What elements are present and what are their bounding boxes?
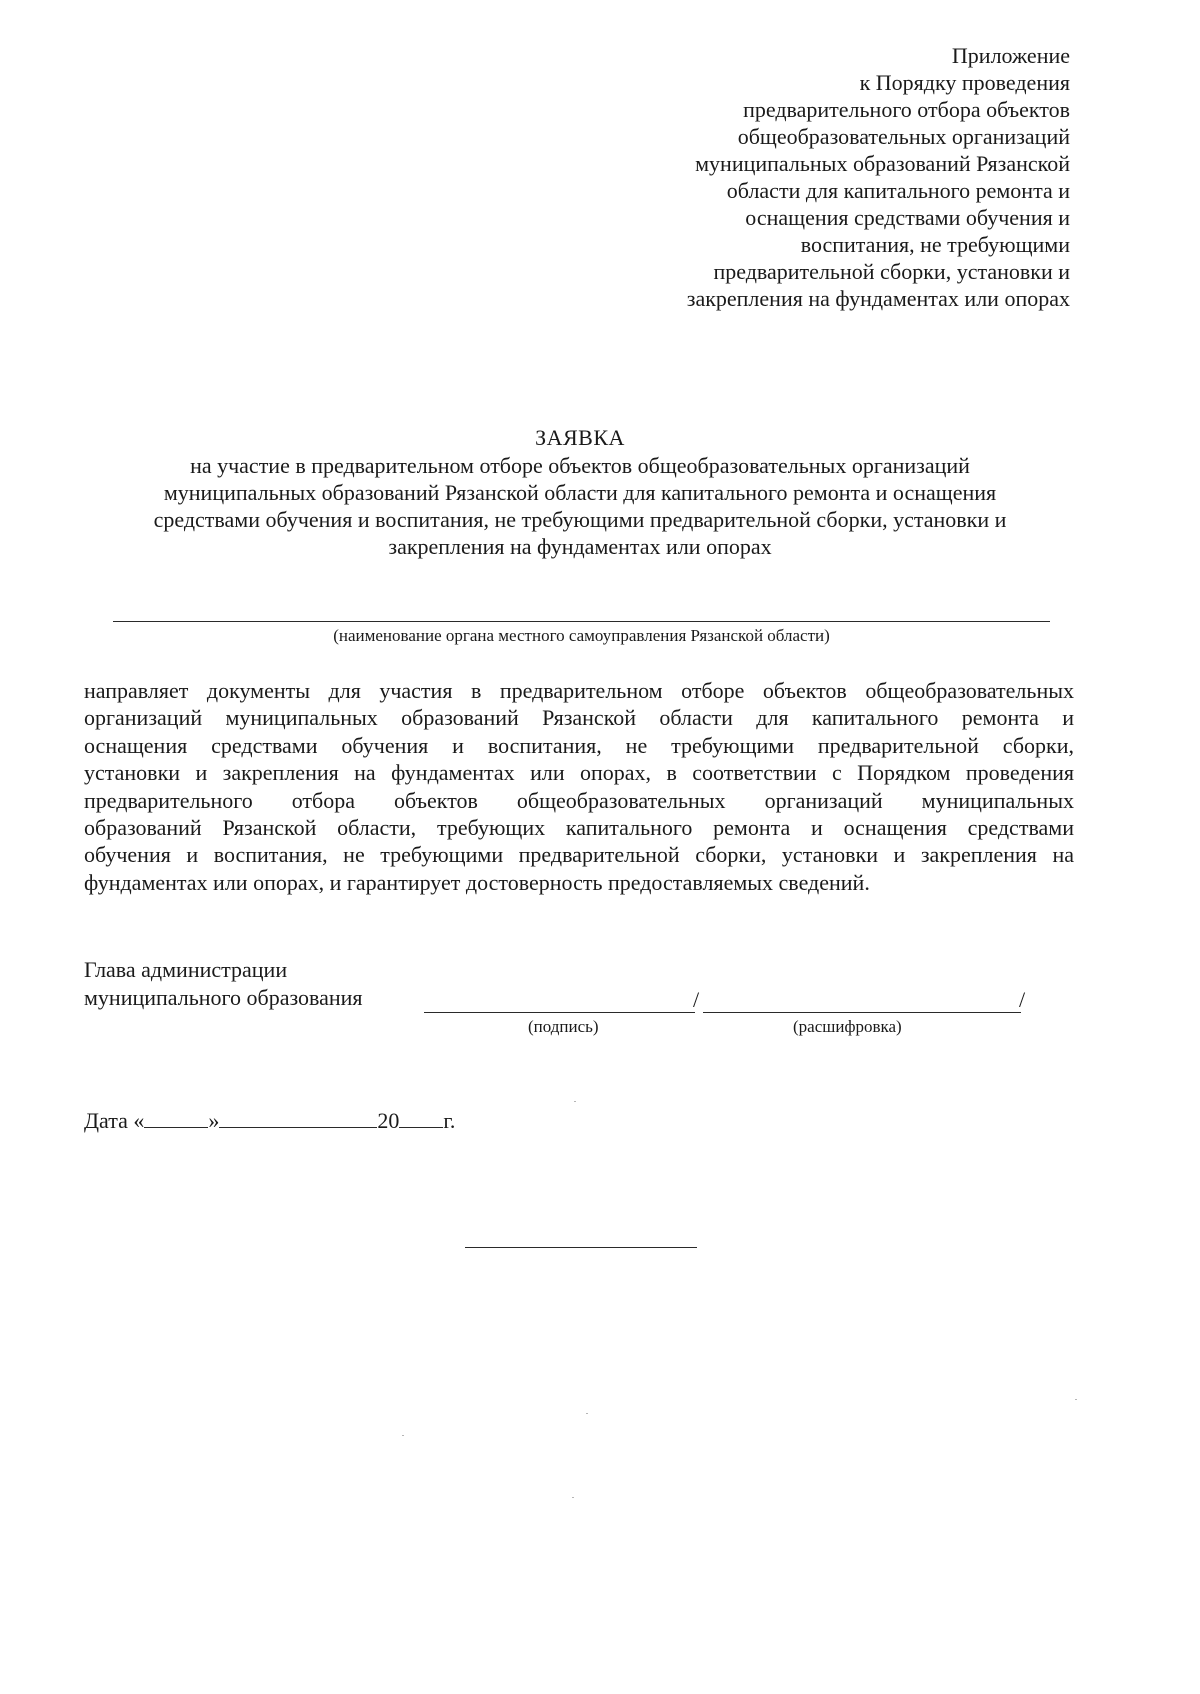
document-title: ЗАЯВКА — [535, 425, 625, 450]
date-year-suffix: г. — [443, 1108, 456, 1133]
organ-name-field[interactable] — [113, 621, 1050, 622]
appendix-header — [550, 42, 1070, 312]
body-line: образований Рязанской области, требующих капитального ремонта и оснащения средствами — [84, 815, 1074, 841]
appendix-line: к Порядку проведения — [859, 70, 1070, 95]
signatory-title-line2: муниципального образования — [84, 985, 363, 1010]
title-subline: средствами обучения и воспитания, не требующими предварительной сборки, установки и — [153, 507, 1007, 532]
body-line: организаций муниципальных образований Рязанской области для капитального ремонта и — [84, 705, 1074, 731]
signature-separator: / — [1019, 987, 1026, 1012]
scan-speck — [574, 1101, 576, 1102]
title-subline: закрепления на фундаментах или опорах — [388, 534, 772, 559]
body-paragraph — [84, 677, 1074, 896]
scan-speck — [402, 1435, 404, 1436]
appendix-line: Приложение — [951, 43, 1070, 68]
body-line: фундаментах или опорах, и гарантирует достоверность предоставляемых сведений. — [84, 869, 870, 895]
body-line: обучения и воспитания, не требующими предварительной сборки, установки и закрепления на — [84, 842, 1074, 868]
body-line: оснащения средствами обучения и воспитания, не требующими предварительной сборки, — [84, 732, 1074, 758]
date-day-field[interactable] — [144, 1109, 208, 1128]
date-year-field[interactable] — [399, 1109, 443, 1128]
appendix-line: воспитания, не требующими — [800, 232, 1070, 257]
date-line — [84, 1107, 455, 1134]
date-label: Дата « — [84, 1108, 145, 1133]
signature-separator: / — [693, 987, 700, 1012]
scan-speck — [586, 1413, 588, 1414]
body-line: предварительного отбора объектов общеобразовательных организаций муниципальных — [84, 787, 1074, 813]
name-decode-caption: (расшифровка) — [793, 1017, 902, 1036]
application-title-block — [100, 424, 1060, 560]
date-month-field[interactable] — [219, 1109, 377, 1128]
signature-caption: (подпись) — [528, 1017, 599, 1036]
appendix-line: муниципальных образований Рязанской — [695, 151, 1070, 176]
body-line: установки и закрепления на фундаментах или опорах, в соответствии с Порядком проведения — [84, 760, 1074, 786]
scan-speck — [1075, 1399, 1077, 1400]
date-century: 20 — [377, 1108, 400, 1133]
appendix-line: общеобразовательных организаций — [737, 124, 1070, 149]
title-subline: муниципальных образований Рязанской области для капитального ремонта и оснащения — [163, 480, 997, 505]
closing-divider — [465, 1247, 697, 1248]
appendix-line: оснащения средствами обучения и — [745, 205, 1070, 230]
signatory-title-line1: Глава администрации — [84, 957, 288, 982]
appendix-line: области для капитального ремонта и — [726, 178, 1070, 203]
organ-name-caption: (наименование органа местного самоуправления Рязанской области) — [333, 626, 830, 645]
signature-field[interactable] — [424, 1012, 695, 1013]
name-decode-field[interactable] — [703, 1012, 1021, 1013]
scan-speck — [572, 1497, 574, 1498]
appendix-line: закрепления на фундаментах или опорах — [686, 286, 1070, 311]
date-quote-close: » — [208, 1108, 220, 1133]
appendix-line: предварительного отбора объектов — [743, 97, 1070, 122]
appendix-line: предварительной сборки, установки и — [713, 259, 1070, 284]
body-line: направляет документы для участия в предварительном отборе объектов общеобразовательных — [84, 678, 1074, 703]
title-subline: на участие в предварительном отборе объектов общеобразовательных организаций — [190, 453, 970, 478]
